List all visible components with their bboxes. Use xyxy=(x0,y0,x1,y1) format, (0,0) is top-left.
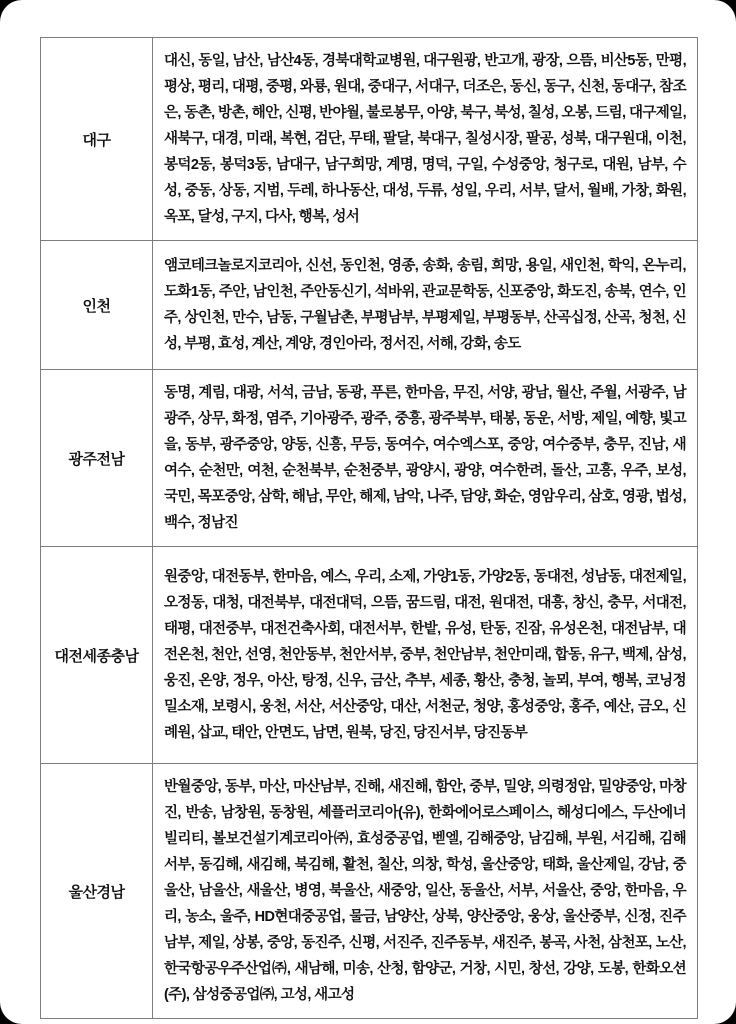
table-row xyxy=(41,370,698,547)
region-label: 대구 xyxy=(41,38,153,241)
region-label: 울산경남 xyxy=(41,764,153,1019)
table-row xyxy=(41,547,698,764)
region-branch-table xyxy=(40,37,698,1019)
table-row xyxy=(41,241,698,370)
branches-list: 앰코테크놀로지코리아, 신선, 동인천, 영종, 송화, 송림, 희망, 용일, 새인천, 학익, 온누리, 도화1동, 주안, 남인천, 주안동신기, 석바위, 관교문학동, 신포중앙, 화도진, 송북, 연수, 인주, 상인천, 만수, 남동, 구월남촌, 부평남부, 부평제일, 부평동부, 산곡십정, 산곡, 청천, 신성, 부평, 효성, 계산, 계양, 경인아라, 정서진, 서해, 강화, 송도 xyxy=(153,241,698,370)
branches-list: 대신, 동일, 남산, 남산4동, 경북대학교병원, 대구원광, 반고개, 광장, 으뜸, 비산5동, 만평, 평상, 평리, 대평, 중평, 와룡, 원대, 중대구, 서대구, 더조은, 동신, 동구, 신천, 동대구, 참조은, 동촌, 방촌, 해안, 신평, 반야월, 불로봉무, 아양, 북구, 북성, 칠성, 오봉, 드림, 대구제일, 새북구, 대경, 미래, 복현, 검단, 무태, 팔달, 북대구, 칠성시장, 팔공, 성북, 대구원대, 이천, 봉덕2동, 봉덕3동, 남대구, 남구희망, 계명, 명덕, 구일, 수성중앙, 청구로, 대원, 남부, 수성, 중동, 상동, 지범, 두레, 하나동산, 대성, 두류, 성일, 우리, 서부, 달서, 월배, 가창, 화원, 옥포, 달성, 구지, 다사, 행복, 성서 xyxy=(153,38,698,241)
region-label: 대전세종충남 xyxy=(41,547,153,764)
branches-list: 반월중앙, 동부, 마산, 마산남부, 진해, 새진해, 함안, 중부, 밀양, 의령정암, 밀양중앙, 마창진, 반송, 남창원, 동창원, 셰플러코리아(유), 한화에어로스페이스, 해성디에스, 두산에너빌리티, 볼보건설기계코리아㈜, 효성중공업, 벧엘, 김해중앙, 남김해, 부원, 서김해, 김해서부, 동김해, 새김해, 북김해, 활천, 칠산, 의창, 학성, 울산중앙, 태화, 울산제일, 강남, 중울산, 남울산, 새울산, 병영, 북울산, 새중앙, 일산, 동울산, 서부, 서울산, 중앙, 한마음, 우리, 농소, 울주, HD현대중공업, 물금, 남양산, 상북, 양산중앙, 웅상, 울산중부, 신정, 진주남부, 제일, 상봉, 중앙, 동진주, 신평, 서진주, 진주동부, 새진주, 봉곡, 사천, 삼천포, 노산, 한국항공우주산업㈜, 새남해, 미송, 산청, 함양군, 거창, 시민, 창선, 강양, 도봉, 한화오션(주), 삼성중공업㈜, 고성, 새고성 xyxy=(153,764,698,1019)
branches-list: 원중앙, 대전동부, 한마음, 예스, 우리, 소제, 가양1동, 가양2동, 동대전, 성남동, 대전제일, 오정동, 대청, 대전북부, 대전대덕, 으뜸, 꿈드림, 대전, 원대전, 대흥, 창신, 충무, 서대전, 태평, 대전중부, 대전건축사회, 대전서부, 한밭, 유성, 탄동, 진잠, 유성온천, 대전남부, 대전온천, 천안, 선영, 천안동부, 천안서부, 중부, 천안남부, 천안미래, 합동, 유구, 백제, 삼성, 웅진, 온양, 정우, 아산, 탕정, 신우, 금산, 추부, 세종, 황산, 충청, 놀뫼, 부여, 행복, 코닝정밀소재, 보령시, 웅천, 서산, 서산중앙, 대산, 서천군, 청양, 홍성중앙, 홍주, 예산, 금오, 신례원, 삽교, 태안, 안면도, 남면, 원북, 당진, 당진서부, 당진동부 xyxy=(153,547,698,764)
region-label: 인천 xyxy=(41,241,153,370)
table-row xyxy=(41,38,698,241)
branches-list: 동명, 계림, 대광, 서석, 금남, 동광, 푸른, 한마음, 무진, 서양, 광남, 월산, 주월, 서광주, 남광주, 상무, 화정, 염주, 기아광주, 광주, 중흥, 광주북부, 태봉, 동운, 서방, 제일, 예향, 빛고을, 동부, 광주중앙, 양동, 신흥, 무등, 동여수, 여수엑스포, 중앙, 여수중부, 충무, 진남, 새여수, 순천만, 여천, 순천북부, 순천중부, 광양시, 광양, 여수한려, 돌산, 고흥, 우주, 보성, 국민, 목포중앙, 삼학, 해남, 무안, 해제, 남악, 나주, 담양, 화순, 영암우리, 삼호, 영광, 법성, 백수, 정남진 xyxy=(153,370,698,547)
region-label: 광주전남 xyxy=(41,370,153,547)
table-row xyxy=(41,764,698,1019)
